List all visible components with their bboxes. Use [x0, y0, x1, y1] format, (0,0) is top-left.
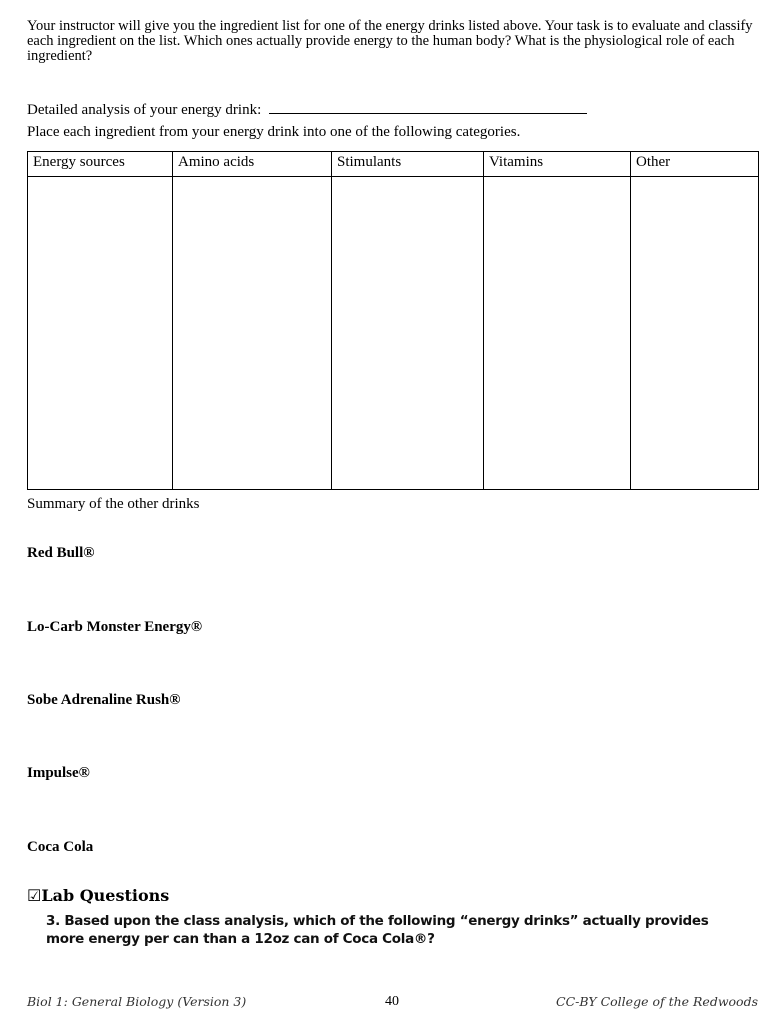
summary-label: Summary of the other drinks	[27, 496, 200, 512]
drink-red-bull: Red Bull®	[27, 545, 95, 561]
ingredient-table	[27, 151, 759, 490]
drink-impulse: Impulse®	[27, 765, 90, 781]
lab-questions-title: Lab Questions	[41, 886, 170, 905]
table-row	[28, 177, 759, 490]
header-stimulants: Stimulants	[332, 152, 484, 177]
analysis-label: Detailed analysis of your energy drink:	[27, 102, 262, 118]
analysis-blank[interactable]	[269, 101, 587, 114]
header-amino-acids: Amino acids	[173, 152, 332, 177]
cell-other[interactable]	[631, 177, 759, 490]
drink-monster: Lo-Carb Monster Energy®	[27, 619, 203, 635]
cell-energy-sources[interactable]	[28, 177, 173, 490]
cell-stimulants[interactable]	[332, 177, 484, 490]
cell-amino-acids[interactable]	[173, 177, 332, 490]
checkbox-icon: ☑	[27, 886, 42, 905]
header-energy-sources: Energy sources	[28, 152, 173, 177]
analysis-line	[27, 101, 587, 119]
drink-coca-cola: Coca Cola	[27, 839, 94, 855]
place-instruction: Place each ingredient from your energy drink into one of the following categories.	[27, 124, 521, 140]
lab-questions-heading	[27, 886, 169, 905]
cell-vitamins[interactable]	[484, 177, 631, 490]
table-header-row	[28, 152, 759, 177]
footer-page-number: 40	[385, 994, 399, 1009]
question-3: 3. Based upon the class analysis, which of the following “energy drinks” actually provides more energy per can than a 12oz can of Coca Cola®?	[46, 913, 709, 947]
header-vitamins: Vitamins	[484, 152, 631, 177]
header-other: Other	[631, 152, 759, 177]
footer-course: Biol 1: General Biology (Version 3)	[27, 994, 247, 1009]
footer-license: CC-BY College of the Redwoods	[556, 994, 758, 1009]
drink-sobe: Sobe Adrenaline Rush®	[27, 692, 181, 708]
intro-paragraph: Your instructor will give you the ingredient list for one of the energy drinks listed above. Your task is to evaluate and classify each ingredient on the list. Which ones actually provide energy to the human body? What is the physiological role of each ingredient?	[27, 18, 753, 64]
